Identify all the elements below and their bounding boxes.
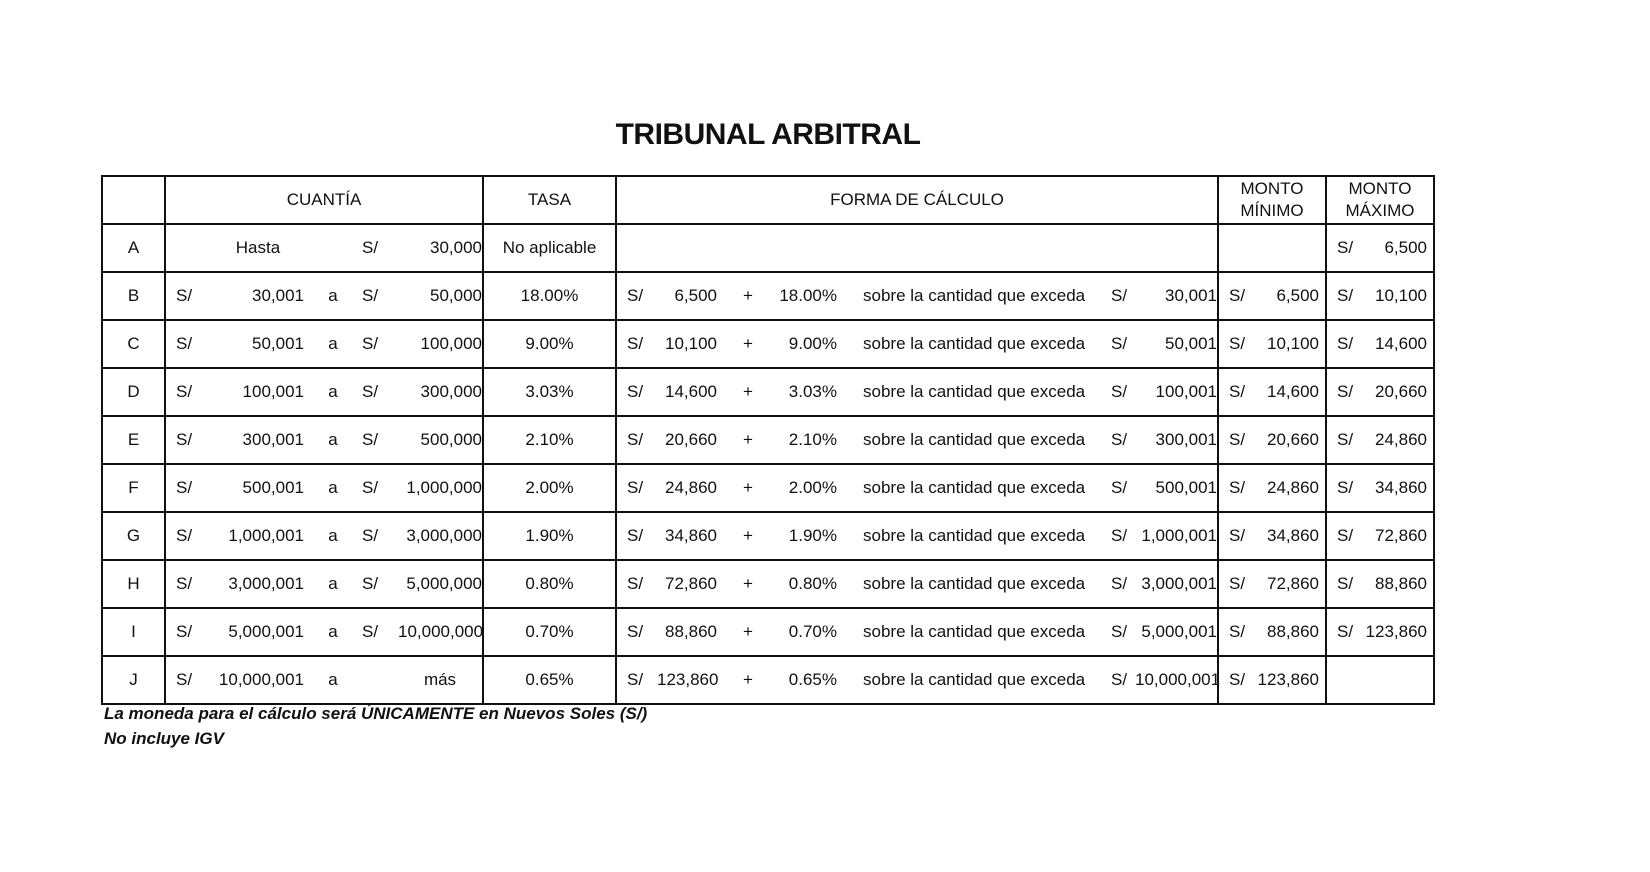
table-row	[102, 272, 1434, 320]
from-currency: S/	[176, 622, 193, 641]
excess-amount: 3,000,001	[1141, 574, 1217, 593]
from-amount: 30,001	[252, 286, 304, 305]
min-currency: S/	[1229, 526, 1246, 545]
from-currency: S/	[176, 574, 193, 593]
formula-text: sobre la cantidad que exceda	[863, 478, 1086, 497]
rate-percent: 18.00%	[779, 286, 837, 305]
from-currency: S/	[176, 334, 193, 353]
to-amount: más	[423, 670, 457, 689]
plus-sign: +	[743, 670, 753, 689]
to-amount: 500,000	[420, 430, 482, 449]
base-currency: S/	[627, 526, 644, 545]
excess-currency: S/	[1111, 622, 1128, 641]
base-currency: S/	[627, 622, 644, 641]
max-amount: 24,860	[1375, 430, 1427, 449]
forma-calculo-cell	[616, 608, 1218, 656]
to-currency: S/	[362, 238, 379, 257]
max-currency: S/	[1337, 286, 1354, 305]
tasa-cell: No aplicable	[483, 224, 616, 272]
cuantia-cell	[165, 656, 483, 704]
min-amount: 34,860	[1267, 526, 1319, 545]
min-currency: S/	[1229, 334, 1246, 353]
header-monto-minimo	[1218, 176, 1326, 224]
row-letter: J	[102, 656, 165, 704]
monto-maximo-cell	[1326, 320, 1434, 368]
currency-note: La moneda para el cálculo será ÚNICAMENTE en Nuevos Soles (S/)	[104, 704, 648, 723]
header-monto-maximo-line1: MONTO	[1348, 179, 1412, 198]
range-separator: a	[328, 382, 338, 401]
base-amount: 72,860	[665, 574, 717, 593]
to-currency: S/	[362, 622, 379, 641]
excess-amount: 5,000,001	[1141, 622, 1217, 641]
cuantia-cell	[165, 416, 483, 464]
formula-text: sobre la cantidad que exceda	[863, 430, 1086, 449]
to-currency: S/	[362, 478, 379, 497]
range-separator: a	[328, 526, 338, 545]
min-amount: 20,660	[1267, 430, 1319, 449]
to-currency: S/	[362, 286, 379, 305]
from-amount: 50,001	[252, 334, 304, 353]
table-row	[102, 560, 1434, 608]
max-currency: S/	[1337, 574, 1354, 593]
max-amount: 88,860	[1375, 574, 1427, 593]
base-currency: S/	[627, 478, 644, 497]
excess-currency: S/	[1111, 382, 1128, 401]
base-amount: 24,860	[665, 478, 717, 497]
monto-minimo-cell	[1218, 608, 1326, 656]
monto-minimo-cell	[1218, 560, 1326, 608]
tasa-cell: 2.10%	[483, 416, 616, 464]
cuantia-cell	[165, 512, 483, 560]
base-currency: S/	[627, 430, 644, 449]
to-currency: S/	[362, 526, 379, 545]
tasa-cell: 0.70%	[483, 608, 616, 656]
excess-currency: S/	[1111, 286, 1128, 305]
excess-currency: S/	[1111, 574, 1128, 593]
to-amount: 1,000,000	[406, 478, 482, 497]
max-currency: S/	[1337, 382, 1354, 401]
tasa-cell: 1.90%	[483, 512, 616, 560]
row-letter: H	[102, 560, 165, 608]
cuantia-cell	[165, 272, 483, 320]
rate-percent: 2.00%	[788, 478, 837, 497]
monto-minimo-cell	[1218, 512, 1326, 560]
base-currency: S/	[627, 382, 644, 401]
cuantia-cell	[165, 560, 483, 608]
max-currency: S/	[1337, 622, 1354, 641]
from-amount: 300,001	[242, 430, 304, 449]
row-letter: B	[102, 272, 165, 320]
from-amount: 5,000,001	[228, 622, 304, 641]
from-amount: 3,000,001	[228, 574, 304, 593]
table-row	[102, 512, 1434, 560]
plus-sign: +	[743, 478, 753, 497]
excess-currency: S/	[1111, 334, 1128, 353]
min-currency: S/	[1229, 382, 1246, 401]
forma-calculo-cell	[616, 656, 1221, 704]
table-row	[102, 224, 1434, 272]
max-currency: S/	[1337, 334, 1354, 353]
plus-sign: +	[743, 286, 753, 305]
monto-minimo-cell	[1218, 320, 1326, 368]
header-monto-maximo	[1326, 176, 1434, 224]
row-letter: E	[102, 416, 165, 464]
base-currency: S/	[627, 574, 644, 593]
page-title: TRIBUNAL ARBITRAL	[615, 118, 921, 151]
excess-currency: S/	[1111, 670, 1128, 689]
to-currency: S/	[362, 334, 379, 353]
monto-maximo-cell	[1326, 512, 1434, 560]
monto-maximo-cell	[1326, 464, 1434, 512]
monto-minimo-cell	[1218, 464, 1326, 512]
max-amount: 10,100	[1375, 286, 1427, 305]
base-amount: 88,860	[665, 622, 717, 641]
rate-percent: 0.70%	[788, 622, 837, 641]
range-separator: a	[328, 286, 338, 305]
min-currency: S/	[1229, 478, 1246, 497]
plus-sign: +	[743, 526, 753, 545]
monto-maximo-cell	[1326, 416, 1434, 464]
table-row	[102, 368, 1434, 416]
range-separator: a	[328, 430, 338, 449]
forma-calculo-cell	[616, 512, 1218, 560]
excess-currency: S/	[1111, 526, 1128, 545]
excess-amount: 100,001	[1155, 382, 1217, 401]
rate-percent: 2.10%	[788, 430, 837, 449]
from-currency: S/	[176, 526, 193, 545]
rate-percent: 3.03%	[788, 382, 837, 401]
cuantia-cell	[165, 320, 483, 368]
from-currency: S/	[176, 670, 193, 689]
from-currency: S/	[176, 286, 193, 305]
base-amount: 6,500	[674, 286, 717, 305]
to-currency: S/	[362, 382, 379, 401]
tasa-cell: 9.00%	[483, 320, 616, 368]
rate-percent: 0.65%	[788, 670, 837, 689]
base-amount: 20,660	[665, 430, 717, 449]
tasa-cell: 0.80%	[483, 560, 616, 608]
fee-table	[101, 175, 1435, 705]
formula-text: sobre la cantidad que exceda	[863, 286, 1086, 305]
base-amount: 34,860	[665, 526, 717, 545]
table-row	[102, 320, 1434, 368]
header-tasa: TASA	[483, 176, 616, 224]
header-monto-minimo-line1: MONTO	[1240, 179, 1304, 198]
to-amount: 50,000	[430, 286, 482, 305]
row-letter: C	[102, 320, 165, 368]
excess-currency: S/	[1111, 430, 1128, 449]
cuantia-cell	[165, 224, 483, 272]
from-amount: 1,000,001	[228, 526, 304, 545]
min-amount: 123,860	[1257, 670, 1319, 689]
excess-amount: 30,001	[1165, 286, 1217, 305]
table-row	[102, 656, 1434, 704]
base-amount: 14,600	[665, 382, 717, 401]
header-monto-minimo-line2: MÍNIMO	[1240, 201, 1304, 220]
plus-sign: +	[743, 382, 753, 401]
formula-text: sobre la cantidad que exceda	[863, 574, 1086, 593]
max-currency: S/	[1337, 526, 1354, 545]
header-forma-calculo: FORMA DE CÁLCULO	[616, 176, 1218, 224]
tasa-cell: 3.03%	[483, 368, 616, 416]
excess-amount: 300,001	[1155, 430, 1217, 449]
rate-percent: 1.90%	[788, 526, 837, 545]
monto-maximo-cell	[1326, 608, 1434, 656]
monto-minimo-cell	[1218, 272, 1326, 320]
table-row	[102, 464, 1434, 512]
excess-currency: S/	[1111, 478, 1128, 497]
header-monto-maximo-line2: MÁXIMO	[1345, 201, 1415, 220]
min-currency: S/	[1229, 430, 1246, 449]
monto-minimo-cell	[1218, 368, 1326, 416]
max-amount: 72,860	[1375, 526, 1427, 545]
rate-percent: 0.80%	[788, 574, 837, 593]
table-row	[102, 416, 1434, 464]
row-letter: A	[102, 224, 165, 272]
to-currency: S/	[362, 430, 379, 449]
tasa-cell: 0.65%	[483, 656, 616, 704]
excess-amount: 1,000,001	[1141, 526, 1217, 545]
min-currency: S/	[1229, 670, 1246, 689]
igv-note: No incluye IGV	[104, 729, 224, 748]
max-amount: 6,500	[1384, 238, 1427, 257]
to-amount: 5,000,000	[406, 574, 482, 593]
to-amount: 300,000	[420, 382, 482, 401]
monto-maximo-cell	[1326, 224, 1434, 272]
cuantia-cell	[165, 464, 483, 512]
tasa-cell: 18.00%	[483, 272, 616, 320]
forma-calculo-cell	[616, 560, 1218, 608]
to-amount: 100,000	[420, 334, 482, 353]
monto-maximo-cell	[1326, 560, 1434, 608]
min-currency: S/	[1229, 622, 1246, 641]
row-letter: I	[102, 608, 165, 656]
base-amount: 10,100	[665, 334, 717, 353]
monto-maximo-cell	[1326, 656, 1434, 704]
max-currency: S/	[1337, 478, 1354, 497]
plus-sign: +	[743, 574, 753, 593]
min-currency: S/	[1229, 286, 1246, 305]
excess-amount: 500,001	[1155, 478, 1217, 497]
base-currency: S/	[627, 334, 644, 353]
to-amount: 10,000,000	[398, 622, 484, 641]
min-amount: 24,860	[1267, 478, 1319, 497]
rate-percent: 9.00%	[788, 334, 837, 353]
range-separator: a	[328, 670, 338, 689]
base-currency: S/	[627, 286, 644, 305]
range-separator: a	[328, 478, 338, 497]
from-amount: Hasta	[235, 238, 281, 257]
tasa-cell: 2.00%	[483, 464, 616, 512]
forma-calculo-cell	[616, 416, 1218, 464]
plus-sign: +	[743, 334, 753, 353]
min-amount: 14,600	[1267, 382, 1319, 401]
to-currency: S/	[362, 574, 379, 593]
to-amount: 30,000	[430, 238, 482, 257]
formula-text: sobre la cantidad que exceda	[863, 622, 1086, 641]
max-amount: 34,860	[1375, 478, 1427, 497]
table-row	[102, 608, 1434, 656]
min-amount: 10,100	[1267, 334, 1319, 353]
cuantia-cell	[165, 368, 483, 416]
from-amount: 10,000,001	[218, 670, 304, 689]
monto-minimo-cell	[1218, 656, 1326, 704]
range-separator: a	[328, 622, 338, 641]
excess-amount: 10,000,001	[1135, 670, 1221, 689]
range-separator: a	[328, 574, 338, 593]
row-letter: G	[102, 512, 165, 560]
forma-calculo-cell	[616, 272, 1218, 320]
min-currency: S/	[1229, 574, 1246, 593]
plus-sign: +	[743, 430, 753, 449]
from-amount: 100,001	[242, 382, 304, 401]
cuantia-cell	[165, 608, 483, 656]
forma-calculo-cell	[616, 464, 1218, 512]
formula-text: sobre la cantidad que exceda	[863, 526, 1086, 545]
min-amount: 88,860	[1267, 622, 1319, 641]
from-currency: S/	[176, 478, 193, 497]
forma-calculo-cell	[616, 368, 1218, 416]
from-currency: S/	[176, 430, 193, 449]
row-letter: F	[102, 464, 165, 512]
max-currency: S/	[1337, 238, 1354, 257]
formula-text: sobre la cantidad que exceda	[863, 382, 1086, 401]
base-amount: 123,860	[657, 670, 719, 689]
header-row	[102, 176, 1434, 224]
max-amount: 14,600	[1375, 334, 1427, 353]
from-currency: S/	[176, 382, 193, 401]
max-currency: S/	[1337, 430, 1354, 449]
header-cuantia: CUANTÍA	[165, 176, 483, 224]
max-amount: 20,660	[1375, 382, 1427, 401]
min-amount: 6,500	[1276, 286, 1319, 305]
monto-minimo-cell	[1218, 224, 1326, 272]
from-amount: 500,001	[242, 478, 304, 497]
header-letter	[102, 176, 165, 224]
formula-text: sobre la cantidad que exceda	[863, 334, 1086, 353]
row-letter: D	[102, 368, 165, 416]
forma-calculo-cell	[616, 224, 1218, 272]
plus-sign: +	[743, 622, 753, 641]
to-amount: 3,000,000	[406, 526, 482, 545]
monto-maximo-cell	[1326, 272, 1434, 320]
excess-amount: 50,001	[1165, 334, 1217, 353]
formula-text: sobre la cantidad que exceda	[863, 670, 1086, 689]
max-amount: 123,860	[1365, 622, 1427, 641]
forma-calculo-cell	[616, 320, 1218, 368]
range-separator: a	[328, 334, 338, 353]
base-currency: S/	[627, 670, 644, 689]
monto-minimo-cell	[1218, 416, 1326, 464]
min-amount: 72,860	[1267, 574, 1319, 593]
monto-maximo-cell	[1326, 368, 1434, 416]
